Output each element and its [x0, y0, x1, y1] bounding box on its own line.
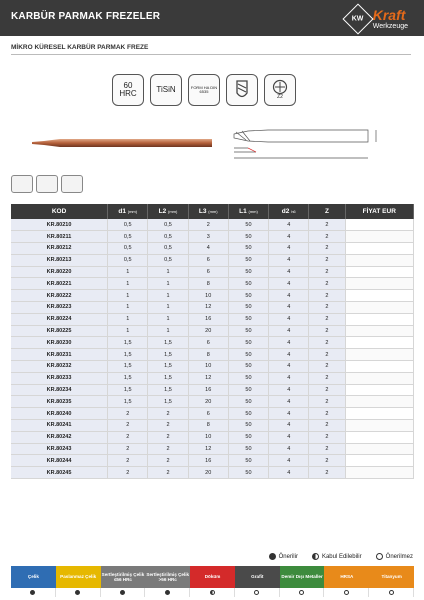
table-cell: 2 — [148, 431, 188, 443]
material-rating — [280, 588, 325, 597]
table-row — [11, 325, 414, 337]
technical-drawing — [228, 128, 398, 168]
price-cell — [345, 420, 413, 432]
table-row — [11, 219, 414, 231]
table-cell: 4 — [269, 325, 309, 337]
price-cell — [345, 313, 413, 325]
material-label: Titanyum — [369, 566, 414, 588]
pocket-icon — [36, 175, 58, 193]
table-cell: 0,5 — [108, 243, 148, 255]
material-rating — [145, 588, 190, 597]
table-row — [11, 266, 414, 278]
table-cell: 50 — [228, 467, 268, 479]
header-bar — [0, 0, 424, 36]
material-rating — [11, 588, 56, 597]
table-cell: 50 — [228, 372, 268, 384]
acceptable-dot-icon — [312, 553, 319, 560]
table-cell: 2 — [309, 349, 345, 361]
product-code: KR.80211 — [11, 231, 108, 243]
product-subtitle: MİKRO KÜRESEL KARBÜR PARMAK FREZE — [11, 44, 149, 51]
col-l2: L2 (mm) — [148, 204, 188, 219]
price-cell — [345, 384, 413, 396]
price-cell — [345, 266, 413, 278]
table-cell: 0,5 — [148, 254, 188, 266]
table-row — [11, 243, 414, 255]
col-l3: L3 (mm) — [188, 204, 228, 219]
rating-dot-icon — [120, 590, 125, 595]
product-code: KR.80240 — [11, 408, 108, 420]
table-row — [11, 384, 414, 396]
table-cell: 1,5 — [108, 396, 148, 408]
product-code: KR.80220 — [11, 266, 108, 278]
product-code: KR.80234 — [11, 384, 108, 396]
kraft-logo — [347, 6, 408, 32]
table-row — [11, 443, 414, 455]
table-cell: 2 — [108, 467, 148, 479]
table-cell: 2 — [309, 420, 345, 432]
table-row — [11, 467, 414, 479]
table-cell: 50 — [228, 431, 268, 443]
table-cell: 1,5 — [148, 384, 188, 396]
table-cell: 4 — [269, 219, 309, 231]
table-cell: 2 — [309, 278, 345, 290]
material-label: Çelik — [11, 566, 56, 588]
price-cell — [345, 219, 413, 231]
table-cell: 2 — [309, 243, 345, 255]
table-cell: 50 — [228, 361, 268, 373]
table-row — [11, 431, 414, 443]
price-cell — [345, 243, 413, 255]
machining-shape-icons — [11, 175, 83, 193]
table-cell: 4 — [269, 302, 309, 314]
table-cell: 2 — [309, 266, 345, 278]
table-cell: 4 — [269, 455, 309, 467]
table-cell: 2 — [309, 384, 345, 396]
product-code: KR.80225 — [11, 325, 108, 337]
table-cell: 0,5 — [108, 231, 148, 243]
material-label: Grafit — [235, 566, 280, 588]
table-cell: 2 — [309, 325, 345, 337]
table-cell: 1,5 — [148, 361, 188, 373]
table-cell: 20 — [188, 325, 228, 337]
product-code: KR.80221 — [11, 278, 108, 290]
table-cell: 2 — [148, 443, 188, 455]
table-cell: 8 — [188, 278, 228, 290]
product-code: KR.80244 — [11, 455, 108, 467]
divider — [11, 54, 411, 55]
table-cell: 50 — [228, 313, 268, 325]
price-cell — [345, 455, 413, 467]
table-cell: 2 — [309, 231, 345, 243]
material-rating — [190, 588, 235, 597]
table-cell: 4 — [269, 313, 309, 325]
table-cell: 50 — [228, 254, 268, 266]
table-cell: 1,5 — [108, 337, 148, 349]
col-l1: L1 (mm) — [228, 204, 268, 219]
material-label: Demir Dışı Metaller — [280, 566, 325, 588]
table-cell: 4 — [269, 443, 309, 455]
table-cell: 50 — [228, 302, 268, 314]
material-rating — [101, 588, 146, 597]
price-cell — [345, 372, 413, 384]
table-cell: 1 — [108, 325, 148, 337]
table-cell: 50 — [228, 337, 268, 349]
rating-dot-icon — [30, 590, 35, 595]
table-row — [11, 455, 414, 467]
ball-nose-icon — [226, 74, 258, 106]
table-cell: 50 — [228, 231, 268, 243]
table-cell: 1,5 — [108, 349, 148, 361]
table-cell: 1,5 — [148, 372, 188, 384]
table-cell: 2 — [148, 408, 188, 420]
table-cell: 50 — [228, 219, 268, 231]
material-label: Sertleştirilmiş Çelik >56 HRc — [145, 566, 190, 588]
table-row — [11, 231, 414, 243]
table-cell: 50 — [228, 266, 268, 278]
table-cell: 50 — [228, 243, 268, 255]
price-cell — [345, 431, 413, 443]
material-label: Paslanmaz Çelik — [56, 566, 101, 588]
table-cell: 2 — [309, 455, 345, 467]
price-cell — [345, 396, 413, 408]
product-code: KR.80245 — [11, 467, 108, 479]
table-cell: 2 — [188, 219, 228, 231]
table-cell: 16 — [188, 455, 228, 467]
material-rating — [56, 588, 101, 597]
table-cell: 16 — [188, 313, 228, 325]
shank-form-icon: FORM HA DIN 6535 — [188, 74, 220, 106]
logo-brand: Kraft — [372, 7, 406, 23]
table-cell: 10 — [188, 290, 228, 302]
table-cell: 12 — [188, 372, 228, 384]
rating-dot-icon — [299, 590, 304, 595]
table-cell: 6 — [188, 408, 228, 420]
table-cell: 1 — [108, 302, 148, 314]
table-cell: 2 — [309, 254, 345, 266]
table-cell: 4 — [269, 337, 309, 349]
material-rating — [369, 588, 414, 597]
table-cell: 50 — [228, 443, 268, 455]
product-code: KR.80243 — [11, 443, 108, 455]
product-code: KR.80233 — [11, 372, 108, 384]
table-cell: 1,5 — [108, 372, 148, 384]
table-cell: 2 — [148, 420, 188, 432]
table-cell: 50 — [228, 384, 268, 396]
price-cell — [345, 443, 413, 455]
table-cell: 4 — [269, 243, 309, 255]
table-cell: 50 — [228, 325, 268, 337]
table-cell: 2 — [148, 467, 188, 479]
table-cell: 2 — [309, 467, 345, 479]
product-code: KR.80213 — [11, 254, 108, 266]
table-cell: 8 — [188, 349, 228, 361]
col-d2: d2 h6 — [269, 204, 309, 219]
table-row — [11, 313, 414, 325]
price-cell — [345, 408, 413, 420]
table-cell: 2 — [309, 408, 345, 420]
col-d1: d1 (mm) — [108, 204, 148, 219]
table-cell: 50 — [228, 278, 268, 290]
table-cell: 2 — [309, 443, 345, 455]
table-cell: 4 — [269, 266, 309, 278]
table-cell: 6 — [188, 266, 228, 278]
price-cell — [345, 325, 413, 337]
table-row — [11, 408, 414, 420]
table-cell: 2 — [309, 313, 345, 325]
hardness-icon: 60 HRC — [112, 74, 144, 106]
profile-icon — [11, 175, 33, 193]
table-cell: 1 — [148, 290, 188, 302]
table-cell: 4 — [269, 408, 309, 420]
price-cell — [345, 302, 413, 314]
table-cell: 0,5 — [148, 231, 188, 243]
price-cell — [345, 361, 413, 373]
table-cell: 4 — [269, 372, 309, 384]
rating-dot-icon — [254, 590, 259, 595]
table-cell: 6 — [188, 337, 228, 349]
product-code: KR.80223 — [11, 302, 108, 314]
price-cell — [345, 337, 413, 349]
table-row — [11, 254, 414, 266]
product-code: KR.80241 — [11, 420, 108, 432]
table-cell: 1 — [148, 313, 188, 325]
price-cell — [345, 231, 413, 243]
table-row — [11, 349, 414, 361]
table-cell: 4 — [269, 290, 309, 302]
table-cell: 2 — [108, 455, 148, 467]
rating-dot-icon — [210, 590, 215, 595]
spec-icons — [112, 74, 296, 106]
table-cell: 4 — [269, 467, 309, 479]
table-cell: 50 — [228, 290, 268, 302]
table-cell: 0,5 — [148, 219, 188, 231]
table-cell: 2 — [309, 302, 345, 314]
table-cell: 1 — [148, 325, 188, 337]
material-ratings — [11, 588, 414, 597]
rating-dot-icon — [165, 590, 170, 595]
col-kod: KOD — [11, 204, 108, 219]
table-cell: 50 — [228, 349, 268, 361]
table-cell: 1,5 — [148, 349, 188, 361]
price-cell — [345, 290, 413, 302]
table-cell: 1 — [148, 302, 188, 314]
table-cell: 50 — [228, 455, 268, 467]
table-cell: 50 — [228, 396, 268, 408]
col-z: Z — [309, 204, 345, 219]
rating-dot-icon — [389, 590, 394, 595]
end-mill-image — [30, 136, 214, 150]
product-table — [11, 204, 414, 479]
table-cell: 4 — [269, 420, 309, 432]
table-cell: 2 — [309, 290, 345, 302]
product-code: KR.80235 — [11, 396, 108, 408]
table-cell: 2 — [309, 337, 345, 349]
table-cell: 50 — [228, 408, 268, 420]
table-cell: 2 — [309, 372, 345, 384]
table-cell: 2 — [309, 219, 345, 231]
table-cell: 4 — [269, 396, 309, 408]
table-cell: 2 — [309, 361, 345, 373]
flutes-icon: Z2 — [264, 74, 296, 106]
contour-icon — [61, 175, 83, 193]
logo-sub: Werkzeuge — [372, 23, 408, 30]
table-row — [11, 337, 414, 349]
table-cell: 2 — [108, 443, 148, 455]
col-price: FİYAT EUR — [345, 204, 413, 219]
table-cell: 4 — [269, 384, 309, 396]
table-row — [11, 278, 414, 290]
table-cell: 1 — [108, 290, 148, 302]
table-cell: 2 — [108, 408, 148, 420]
table-cell: 50 — [228, 420, 268, 432]
table-header-row — [11, 204, 414, 219]
product-code: KR.80210 — [11, 219, 108, 231]
table-cell: 1,5 — [108, 361, 148, 373]
price-cell — [345, 349, 413, 361]
logo-badge: KW — [342, 3, 373, 34]
table-cell: 2 — [108, 420, 148, 432]
table-cell: 2 — [309, 431, 345, 443]
product-code: KR.80222 — [11, 290, 108, 302]
not-recommended-dot-icon — [376, 553, 383, 560]
table-cell: 10 — [188, 431, 228, 443]
price-cell — [345, 467, 413, 479]
price-cell — [345, 254, 413, 266]
table-cell: 1,5 — [108, 384, 148, 396]
table-cell: 0,5 — [108, 219, 148, 231]
legend: Önerilir Kabul Edilebilir Önerilmez — [269, 553, 413, 560]
product-code: KR.80232 — [11, 361, 108, 373]
material-rating — [324, 588, 369, 597]
recommended-dot-icon — [269, 553, 276, 560]
material-rating — [235, 588, 280, 597]
material-label: Sertleştirilmiş Çelik ≤56 HRc — [101, 566, 146, 588]
product-code: KR.80224 — [11, 313, 108, 325]
table-cell: 12 — [188, 302, 228, 314]
rating-dot-icon — [75, 590, 80, 595]
price-cell — [345, 278, 413, 290]
material-row — [11, 566, 414, 588]
table-cell: 12 — [188, 443, 228, 455]
table-cell: 1 — [148, 266, 188, 278]
product-code: KR.80231 — [11, 349, 108, 361]
table-row — [11, 302, 414, 314]
table-cell: 1,5 — [148, 337, 188, 349]
material-label: Döküm — [190, 566, 235, 588]
product-code: KR.80242 — [11, 431, 108, 443]
table-row — [11, 420, 414, 432]
table-cell: 4 — [269, 361, 309, 373]
table-cell: 4 — [269, 349, 309, 361]
coating-icon: TiSiN — [150, 74, 182, 106]
table-row — [11, 361, 414, 373]
product-code: KR.80212 — [11, 243, 108, 255]
table-cell: 1 — [108, 313, 148, 325]
table-cell: 10 — [188, 361, 228, 373]
table-cell: 1 — [108, 266, 148, 278]
table-cell: 0,5 — [148, 243, 188, 255]
table-cell: 20 — [188, 396, 228, 408]
table-cell: 4 — [269, 254, 309, 266]
table-cell: 4 — [269, 431, 309, 443]
table-cell: 3 — [188, 231, 228, 243]
page-title: KARBÜR PARMAK FREZELER — [11, 11, 161, 22]
table-cell: 16 — [188, 384, 228, 396]
table-cell: 1 — [108, 278, 148, 290]
table-cell: 2 — [148, 455, 188, 467]
product-code: KR.80230 — [11, 337, 108, 349]
table-cell: 2 — [108, 431, 148, 443]
table-cell: 8 — [188, 420, 228, 432]
table-cell: 1 — [148, 278, 188, 290]
table-row — [11, 290, 414, 302]
table-cell: 4 — [188, 243, 228, 255]
rating-dot-icon — [344, 590, 349, 595]
table-cell: 6 — [188, 254, 228, 266]
table-cell: 4 — [269, 231, 309, 243]
table-cell: 4 — [269, 278, 309, 290]
table-cell: 2 — [309, 396, 345, 408]
table-cell: 20 — [188, 467, 228, 479]
table-cell: 1,5 — [148, 396, 188, 408]
table-row — [11, 396, 414, 408]
table-cell: 0,5 — [108, 254, 148, 266]
table-row — [11, 372, 414, 384]
material-label: HRSA — [324, 566, 369, 588]
